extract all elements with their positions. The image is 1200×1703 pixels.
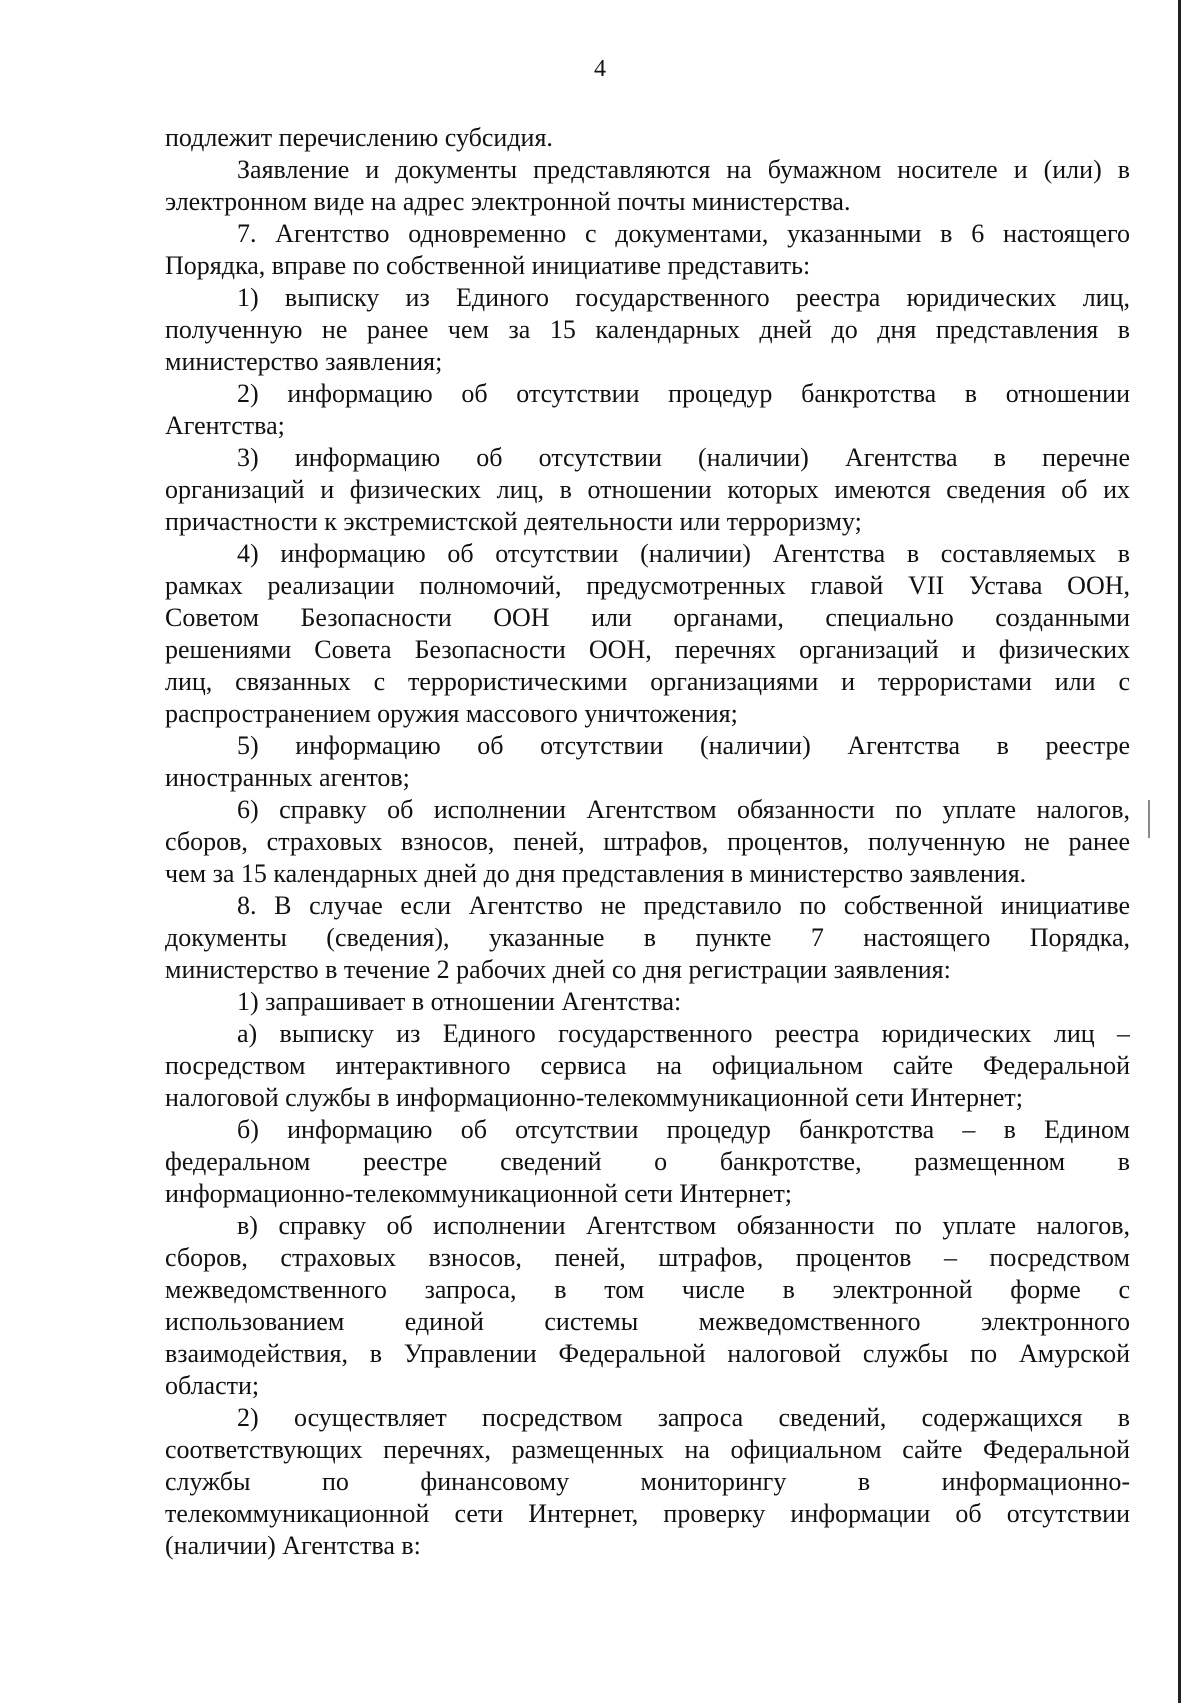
text-line: чем за 15 календарных дней до дня представления в министерство заявления. bbox=[165, 859, 1027, 888]
text-line: причастности к экстремистской деятельности или терроризму; bbox=[165, 507, 862, 536]
text-line: сборов, страховых взносов, пеней, штрафов, процентов – посредством bbox=[165, 1243, 1130, 1272]
text-line: 2) осуществляет посредством запроса сведений, содержащихся в bbox=[237, 1403, 1130, 1432]
text-line: Заявление и документы представляются на бумажном носителе и (или) в bbox=[237, 155, 1130, 184]
text-line: 2) информацию об отсутствии процедур банкротства в отношении bbox=[237, 379, 1130, 408]
text-line: (наличии) Агентства в: bbox=[165, 1531, 421, 1560]
text-line: 3) информацию об отсутствии (наличии) Агентства в перечне bbox=[237, 443, 1130, 472]
text-line: организаций и физических лиц, в отношении которых имеются сведения об их bbox=[165, 475, 1130, 504]
text-line: взаимодействия, в Управлении Федеральной налоговой службы по Амурской bbox=[165, 1339, 1130, 1368]
text-line: лиц, связанных с террористическими организациями и террористами или с bbox=[165, 667, 1130, 696]
scan-artifact-mark bbox=[1148, 800, 1150, 838]
text-line: рамках реализации полномочий, предусмотренных главой VII Устава ООН, bbox=[165, 571, 1130, 600]
text-line: 8. В случае если Агентство не представило по собственной инициативе bbox=[237, 891, 1130, 920]
text-line: Советом Безопасности ООН или органами, специально созданными bbox=[165, 603, 1130, 632]
text-line: б) информацию об отсутствии процедур банкротства – в Едином bbox=[237, 1115, 1130, 1144]
document-body bbox=[165, 122, 1130, 1562]
text-line: 1) запрашивает в отношении Агентства: bbox=[237, 987, 682, 1016]
text-line: 4) информацию об отсутствии (наличии) Агентства в составляемых в bbox=[237, 539, 1130, 568]
text-line: распространением оружия массового уничтожения; bbox=[165, 699, 738, 728]
text-line: посредством интерактивного сервиса на официальном сайте Федеральной bbox=[165, 1051, 1130, 1080]
text-line: 7. Агентство одновременно с документами, указанными в 6 настоящего bbox=[237, 219, 1130, 248]
text-line: межведомственного запроса, в том числе в электронной форме с bbox=[165, 1275, 1130, 1304]
text-line: сборов, страховых взносов, пеней, штрафов, процентов, полученную не ранее bbox=[165, 827, 1130, 856]
text-line: федеральном реестре сведений о банкротстве, размещенном в bbox=[165, 1147, 1130, 1176]
text-line: телекоммуникационной сети Интернет, проверку информации об отсутствии bbox=[165, 1499, 1130, 1528]
text-line: 1) выписку из Единого государственного реестра юридических лиц, bbox=[237, 283, 1130, 312]
text-line: Агентства; bbox=[165, 411, 285, 440]
text-line: информационно-телекоммуникационной сети Интернет; bbox=[165, 1179, 793, 1208]
text-line: 5) информацию об отсутствии (наличии) Агентства в реестре bbox=[237, 731, 1130, 760]
text-line: министерство в течение 2 рабочих дней со дня регистрации заявления: bbox=[165, 955, 951, 984]
text-line: 6) справку об исполнении Агентством обязанности по уплате налогов, bbox=[237, 795, 1130, 824]
text-line: решениями Совета Безопасности ООН, перечнях организаций и физических bbox=[165, 635, 1130, 664]
text-line: подлежит перечислению субсидия. bbox=[165, 123, 553, 152]
text-line: соответствующих перечнях, размещенных на официальном сайте Федеральной bbox=[165, 1435, 1130, 1464]
page-number: 4 bbox=[594, 56, 606, 82]
text-line: Порядка, вправе по собственной инициативе представить: bbox=[165, 251, 811, 280]
text-line: службы по финансовому мониторингу в информационно- bbox=[165, 1467, 1130, 1496]
text-line: в) справку об исполнении Агентством обязанности по уплате налогов, bbox=[237, 1211, 1130, 1240]
text-line: электронном виде на адрес электронной почты министерства. bbox=[165, 187, 851, 216]
text-line: документы (сведения), указанные в пункте 7 настоящего Порядка, bbox=[165, 923, 1130, 952]
text-line: иностранных агентов; bbox=[165, 763, 410, 792]
text-line: области; bbox=[165, 1371, 260, 1400]
text-line: министерство заявления; bbox=[165, 347, 443, 376]
scan-edge-border bbox=[1178, 0, 1181, 1703]
text-line: а) выписку из Единого государственного реестра юридических лиц – bbox=[237, 1019, 1130, 1048]
text-line: полученную не ранее чем за 15 календарных дней до дня представления в bbox=[165, 315, 1130, 344]
text-line: использованием единой системы межведомственного электронного bbox=[165, 1307, 1130, 1336]
text-line: налоговой службы в информационно-телекоммуникационной сети Интернет; bbox=[165, 1083, 1023, 1112]
